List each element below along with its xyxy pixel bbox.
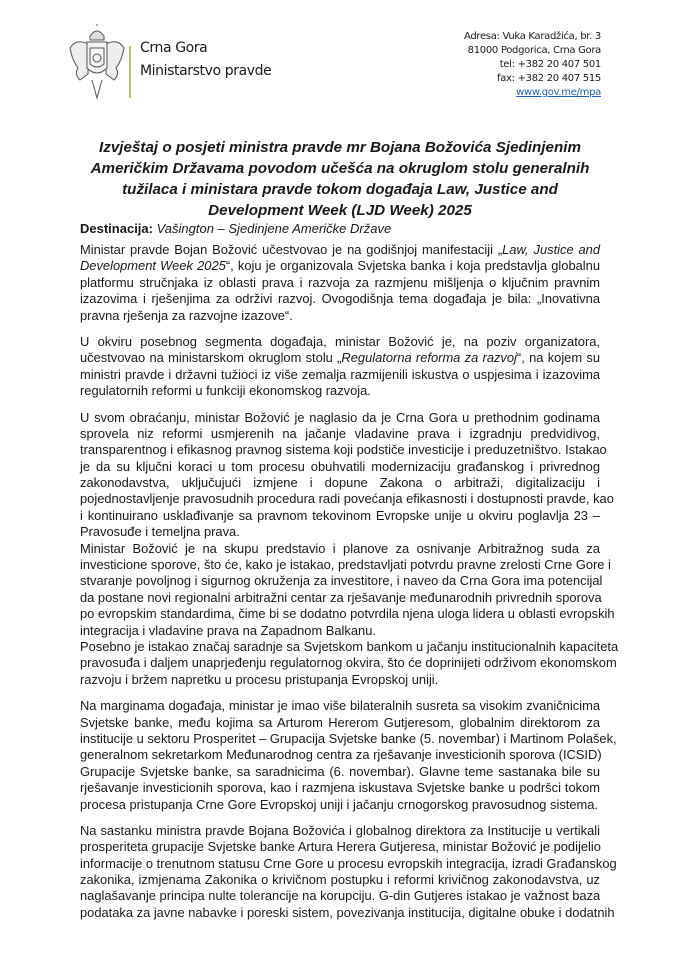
text-line (80, 508, 600, 524)
text-line (80, 291, 600, 307)
text-line (80, 764, 600, 780)
text-line (80, 475, 600, 491)
text-segment: podataka za javne nabavke i poreski sistem, povezivanja institucija, digitalne obuke i dodatnih (80, 904, 615, 920)
text-line (80, 308, 600, 324)
text-line (80, 672, 600, 688)
destination-label: Destinacija: (80, 221, 153, 236)
text-line (80, 872, 600, 888)
text-line (80, 442, 607, 458)
text-segment: Ministar pravde Bojan Božović učestvovao je na godišnjoj manifestaciji „ (80, 242, 503, 257)
text-segment: Pravosuđe i temeljna prava. (80, 524, 240, 540)
italic-text: Law, Justice and (502, 242, 601, 257)
text-line (80, 715, 600, 731)
destination-value: Vašington – Sjedinjene Američke Države (152, 221, 392, 236)
text-segment: integracija i vladavine prava na Zapadnom Balkanu. (80, 622, 376, 638)
text-segment: Na sastanku ministra pravde Bojana Božovića i globalnog direktora za Institucije u vertikali (80, 822, 600, 838)
text-line (80, 904, 615, 921)
text-segment: po evropskim standardima, čime bi se dodatno potvrdila njena uloga lidera u oblasti evropskih (80, 606, 615, 622)
text-segment: naglašavanje principa nulte tolerancije na korupciju. G-din Gutjeres istakao je važnost baza (80, 888, 601, 904)
title-line: Izvještaj o posjeti ministra pravde mr Bojana Božovića Sjedinjenim (99, 139, 581, 156)
paragraph (80, 638, 619, 688)
text-segment: je da su ključni koraci u tom procesu obuhvatili modernizaciju građanskog i privrednog (80, 458, 600, 474)
text-segment: U okviru posebnog segmenta događaja, ministar Božović je, na poziv organizatora, (80, 333, 600, 349)
text-line (80, 459, 600, 475)
text-line (80, 524, 600, 540)
text-segment: i kontinuirano usklađivanje sa pravnom tekovinom Evropske unije u okviru poglavlja 23 – (80, 507, 600, 523)
text-segment: zakonika, izmjenama Zakonika o krivičnom postupku i reformi krivičnog zakonodavstva, uz (80, 872, 600, 888)
text-segment: institucije u sektoru Prosperitet – Grupacija Svjetske banke (5. novembar) i Martinom Polašek, (80, 730, 617, 746)
text-segment: Ministar Božović je na skupu predstavio i planove za osnivanje Arbitražnog suda za (80, 540, 600, 556)
text-line (80, 573, 603, 589)
address-city: 81000 Podgorica, Crna Gora (467, 45, 601, 56)
text-segment: investicione sporove, što će, kako je istakao, predstavljati potvrdu pravne zrelosti Crne Gore i (80, 557, 611, 573)
text-line (80, 606, 615, 622)
text-segment: Posebno je istakao značaj saradnje sa Svjetskom bankom u jačanju institucionalnih kapaciteta (80, 638, 619, 654)
text-line (80, 638, 619, 655)
paragraph (80, 698, 617, 813)
text-segment: da postane novi regionalni arbitražni centar za rješavanje međunarodnih privrednih sporova (80, 589, 602, 605)
text-line (80, 839, 600, 855)
paragraph (80, 409, 614, 541)
title-line: Development Week (LJD Week) 2025 (208, 202, 472, 219)
ministry-name: Ministarstvo pravde (140, 63, 272, 79)
text-line (80, 655, 617, 671)
text-line (80, 426, 600, 442)
text-segment: stvaranje povoljnog i sigurnog okruženja za investitore, i naveo da Crna Gora ima potencijal (80, 573, 603, 589)
text-segment: platformu stručnjaka iz oblasti prava i razvoja za razmjenu mišljenja o ključnim pravnim (80, 274, 600, 290)
text-segment: transparentnog i efikasnog pravnog sistema koji podstiče investicije i preduzetništvo. Istakao (80, 442, 607, 458)
text-line (80, 557, 611, 573)
text-segment: razvoju i bržem napretku u procesu pristupanja Evropskoj uniji. (80, 671, 439, 687)
text-segment: pravosuđa i daljem unaprjeđenju regulatornog okvira, što će doprinijeti održivom ekonomskom (80, 655, 617, 671)
text-segment: Svjetske banke, među kojima sa Arturom Hererom Gutjeresom, globalnim direktorom za (80, 714, 600, 730)
destination (80, 221, 391, 236)
text-line (80, 491, 614, 507)
title-line: Američkim Državama povodom učešća na okruglom stolu generalnih (90, 160, 590, 177)
text-segment: učestvovao na ministarskom okruglom stolu „ (80, 350, 342, 366)
text-segment: “, koju je organizovala Svjetska banka i koja predstavlja globalnu (225, 258, 600, 274)
text-segment: izazovima i rješenjima za održivi razvoj. Ovogodišnja tema događaja je bila: „Inovativna (80, 291, 600, 307)
paragraph (80, 822, 617, 921)
contact-address (464, 30, 601, 100)
coat-of-arms-logo (68, 24, 126, 102)
text-line (80, 888, 600, 904)
document-title (78, 137, 602, 221)
text-segment: U svom obraćanju, ministar Božović je naglasio da je Crna Gora u prethodnim godinama (80, 409, 600, 425)
text-line (80, 823, 600, 839)
text-line (80, 698, 600, 714)
text-line (80, 258, 600, 274)
title-line: tužilaca i ministara pravde tokom događaja Law, Justice and (122, 181, 558, 198)
text-segment: pojednostavljenje pravosudnih procedura radi povećanja efikasnosti i dostupnosti pravde, kao (80, 491, 614, 507)
text-segment: regulatornih reformi u funkciji ekonomskog razvoja. (80, 383, 371, 399)
italic-text: Regulatorna reforma za razvoj (341, 350, 517, 366)
text-segment: informacije o trenutnom statusu Crne Gore u procesu evropskih integracija, izradi Građanskog (80, 855, 617, 871)
text-line (80, 350, 600, 366)
website-link[interactable]: www.gov.me/mpa (516, 87, 601, 98)
text-line (80, 275, 600, 291)
text-line (80, 410, 600, 426)
text-line (80, 590, 600, 606)
text-line (80, 747, 600, 763)
paragraph (80, 334, 600, 400)
text-segment: Grupacije Svjetske banke, sa saradnicima (6. novembar). Glavne teme sastanaka bile su (80, 763, 600, 779)
text-line (80, 383, 600, 399)
text-segment: generalnom sekretarkom Međunarodnog centra za rješavanje investicionih sporova (ICSID) (80, 747, 602, 763)
text-segment: “, na kojem su (516, 350, 600, 366)
paragraph (80, 242, 600, 324)
document-body (80, 242, 619, 931)
text-segment: ministri pravde i državni tužioci iz više zemalja razmijenili iskustva o uspjesima i izazovima (80, 366, 600, 382)
text-segment: zakonodavstva, uključujući izmjene i dopune Zakona o arbitraži, digitalizaciju i (80, 475, 600, 491)
text-segment: procesa pristupanja Crne Gore Evropskoj uniji i jačanju crnogorskog pravosudnog sistema. (80, 796, 599, 812)
text-line (80, 541, 600, 557)
text-line (80, 855, 617, 872)
text-line (80, 334, 600, 350)
text-line (80, 730, 617, 747)
text-line (80, 797, 600, 813)
text-segment: Na marginama događaja, ministar je imao više bilateralnih susreta sa visokim zvaničnicima (80, 698, 600, 714)
address-tel: tel: +382 20 407 501 (499, 59, 601, 70)
text-segment: rješavanje investicionih sporova, kao i razmjena iskustava Svjetske banke u podršci tokom (80, 780, 600, 796)
address-fax: fax: +382 20 407 515 (496, 73, 601, 84)
paragraph (80, 540, 615, 639)
text-line (80, 242, 600, 258)
text-segment: sprovela niz reformi usmjerenih na jačanje vladavine prava i izgradnju predvidivog, (80, 425, 600, 441)
text-line (80, 367, 600, 383)
text-segment: prosperiteta grupacije Svjetske banke Artura Herera Gutjeresa, ministar Božović je podijelio (80, 839, 601, 855)
italic-text: Development Week 2025 (80, 258, 226, 274)
org-name: Crna Gora (140, 40, 208, 56)
address-street: Adresa: Vuka Karadžića, br. 3 (463, 31, 601, 42)
text-line (80, 780, 600, 796)
text-line (80, 623, 600, 639)
text-segment: pravna rješenja za razvojne izazove“. (80, 307, 293, 323)
header-divider (129, 46, 131, 98)
